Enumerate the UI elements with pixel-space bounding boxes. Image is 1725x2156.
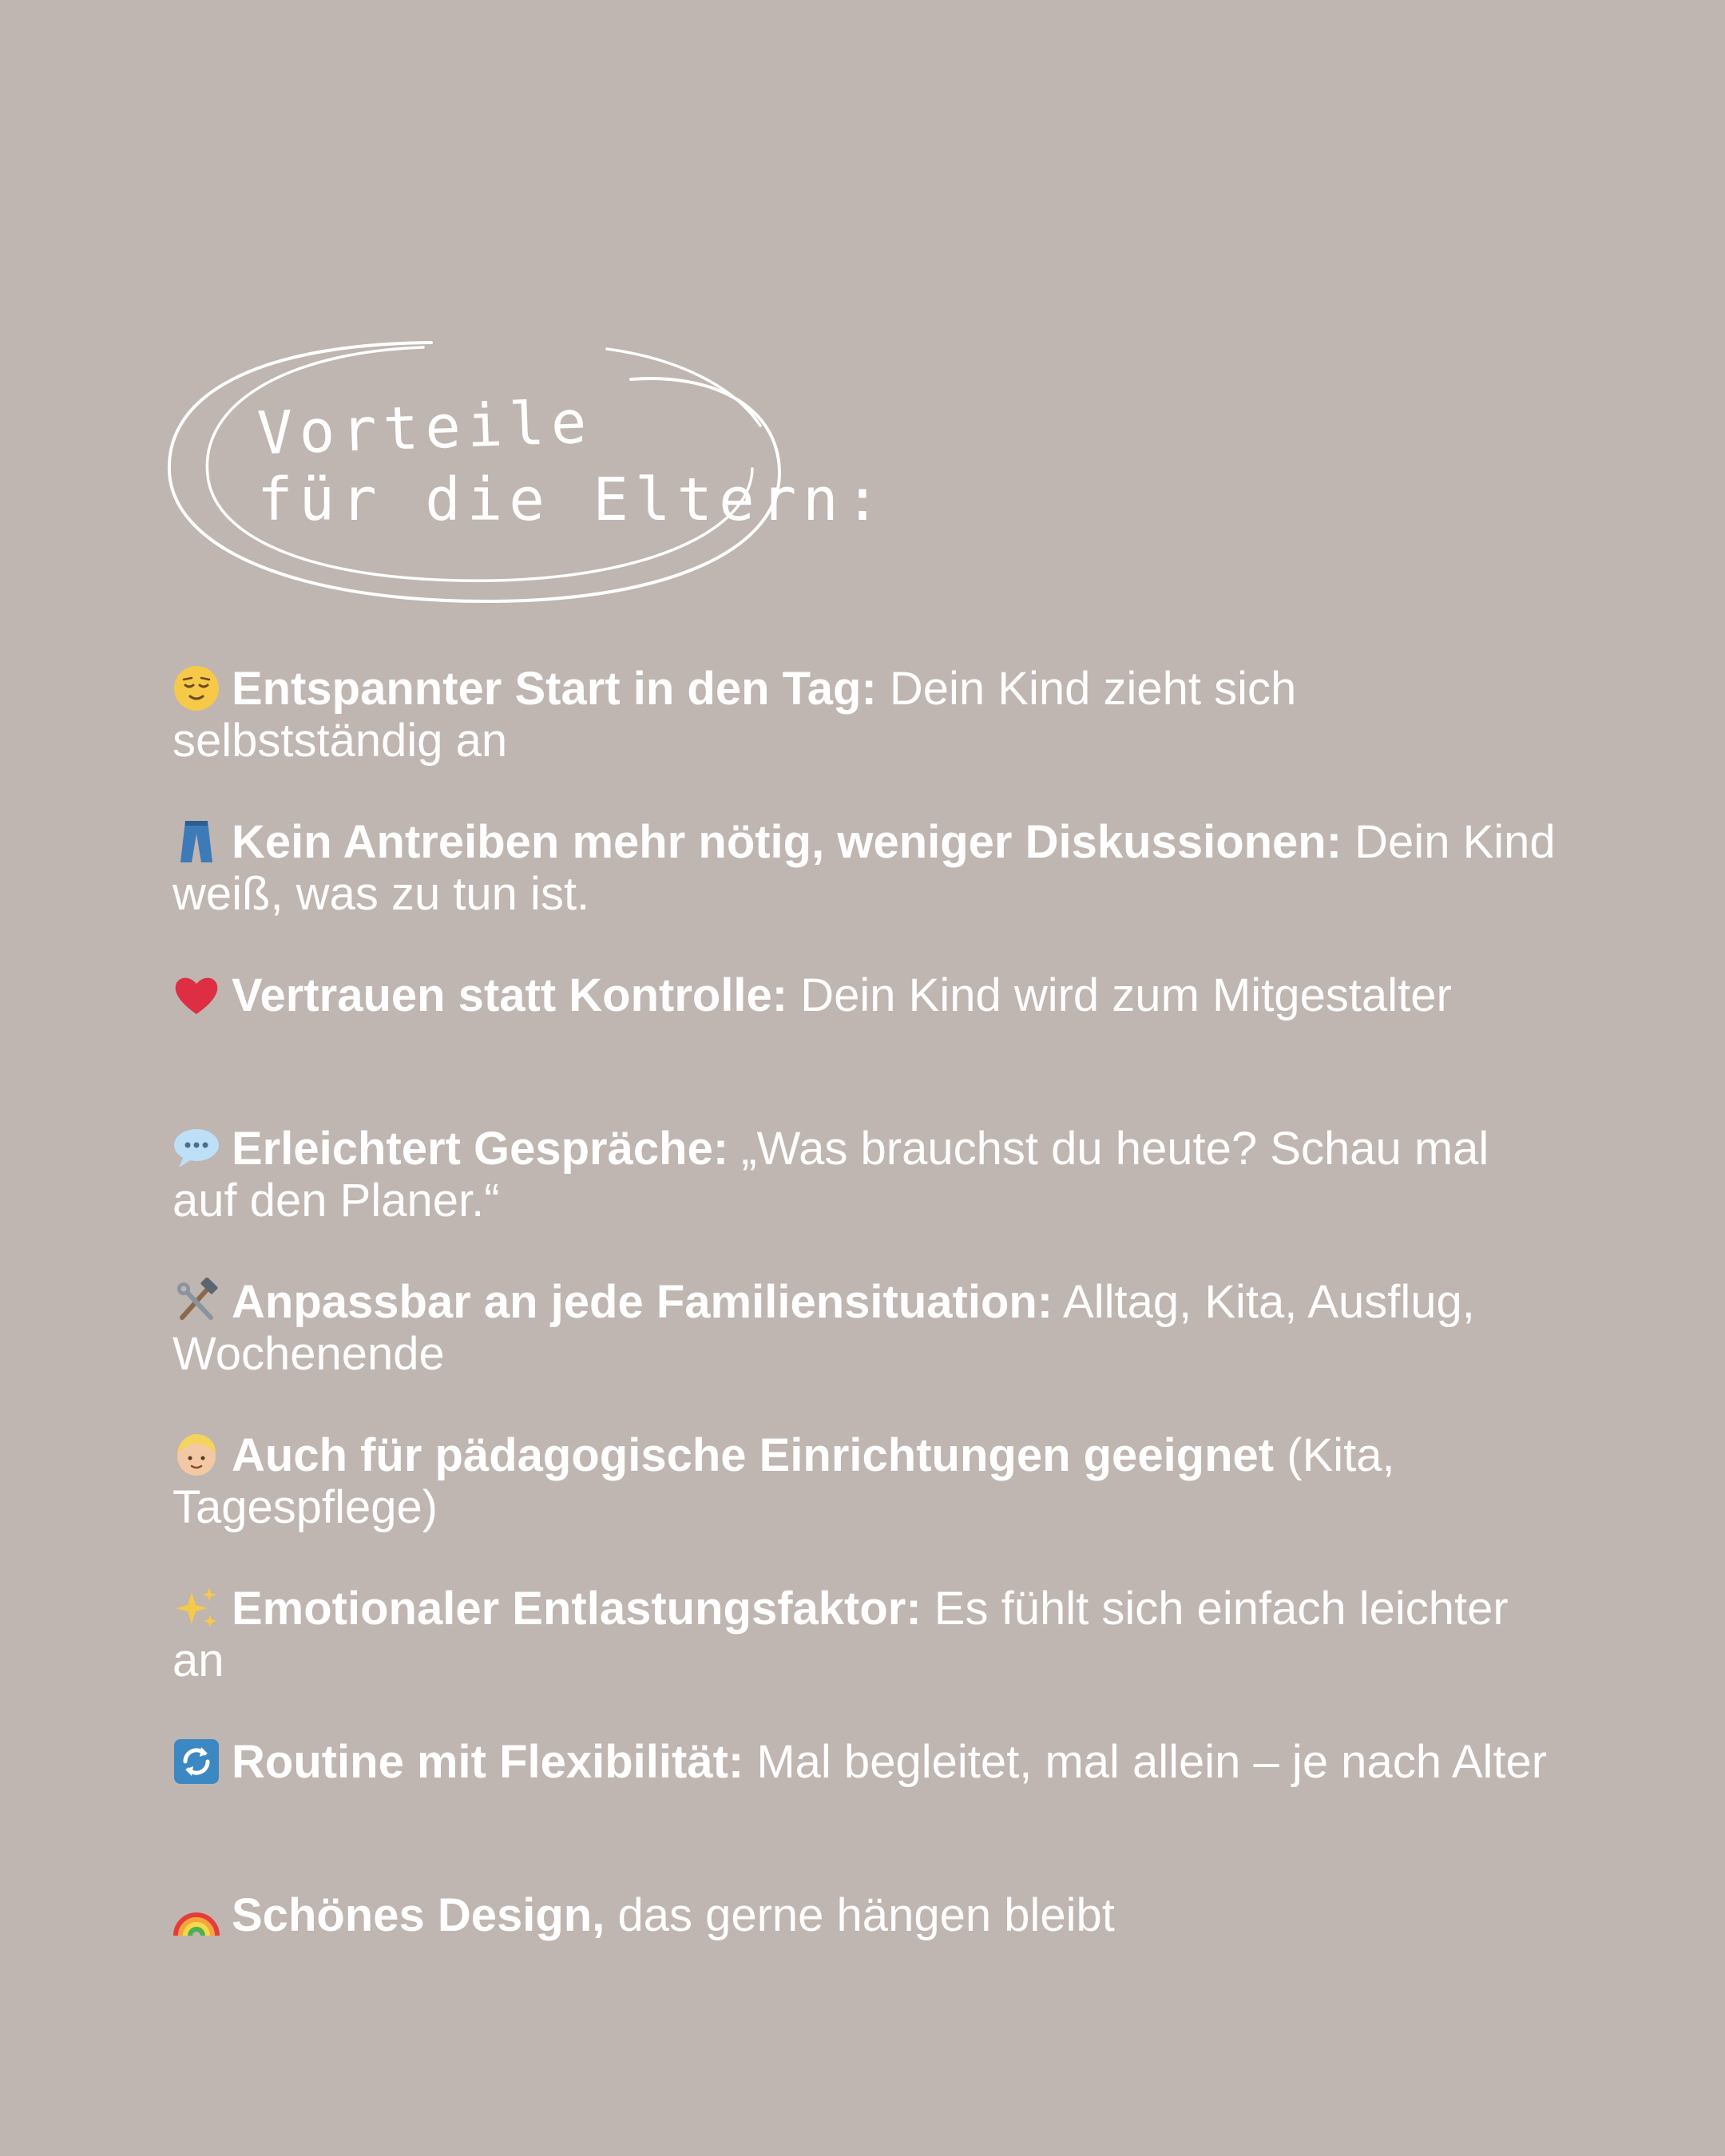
relieved-face-icon	[172, 664, 220, 712]
benefit-term: Entspannter Start in den Tag:	[232, 663, 877, 715]
benefit-term: Anpassbar an jede Familiensituation:	[232, 1276, 1053, 1328]
benefit-term: Erleichtert Gespräche:	[232, 1123, 729, 1175]
heading-line-2: für die Eltern:	[257, 466, 887, 534]
benefit-item	[172, 1276, 1562, 1380]
benefit-desc: Alltag, Kita, Ausflug, Wochenende	[172, 1276, 1475, 1380]
benefit-term: Schönes Design,	[232, 1889, 605, 1941]
benefit-item	[172, 969, 1562, 1021]
hammer-wrench-icon	[172, 1278, 220, 1326]
benefit-desc: „Was brauchst du heute? Schau mal auf den Planer.“	[172, 1123, 1489, 1227]
benefit-item	[172, 663, 1562, 767]
benefit-term: Emotionaler Entlastungsfaktor:	[232, 1583, 922, 1635]
benefit-item	[172, 1889, 1562, 1941]
benefit-term: Auch für pädagogische Einrichtungen geeignet	[232, 1429, 1275, 1481]
heading-badge	[160, 331, 887, 619]
benefit-desc: das gerne hängen bleibt	[617, 1889, 1115, 1941]
benefit-term: Kein Antreiben mehr nötig, weniger Diskussionen:	[232, 816, 1342, 868]
benefit-desc: Dein Kind wird zum Mitgestalter	[800, 969, 1452, 1021]
child-face-icon	[172, 1431, 220, 1479]
benefit-item	[172, 1583, 1562, 1686]
benefit-desc: Mal begleitet, mal allein – je nach Alter	[756, 1736, 1548, 1788]
benefit-item	[172, 1736, 1562, 1788]
rainbow-icon	[172, 1891, 220, 1939]
sparkles-icon	[172, 1584, 220, 1632]
speech-bubble-icon	[172, 1124, 220, 1172]
heading-line-1: Vorteile	[256, 387, 594, 469]
benefit-desc: Dein Kind zieht sich selbstständig an	[172, 663, 1297, 767]
jeans-icon	[172, 818, 220, 866]
benefit-desc: (Kita, Tagespflege)	[172, 1429, 1395, 1533]
benefit-item	[172, 1429, 1562, 1533]
benefit-desc: Dein Kind weiß, was zu tun ist.	[172, 816, 1556, 920]
benefit-term: Routine mit Flexibilität:	[232, 1736, 744, 1788]
repeat-arrows-icon	[172, 1738, 220, 1785]
benefit-item	[172, 1123, 1562, 1227]
benefit-term: Vertrauen statt Kontrolle:	[232, 969, 788, 1021]
benefit-desc: Es fühlt sich einfach leichter an	[172, 1583, 1509, 1686]
red-heart-icon	[172, 971, 220, 1019]
benefit-item	[172, 816, 1562, 920]
